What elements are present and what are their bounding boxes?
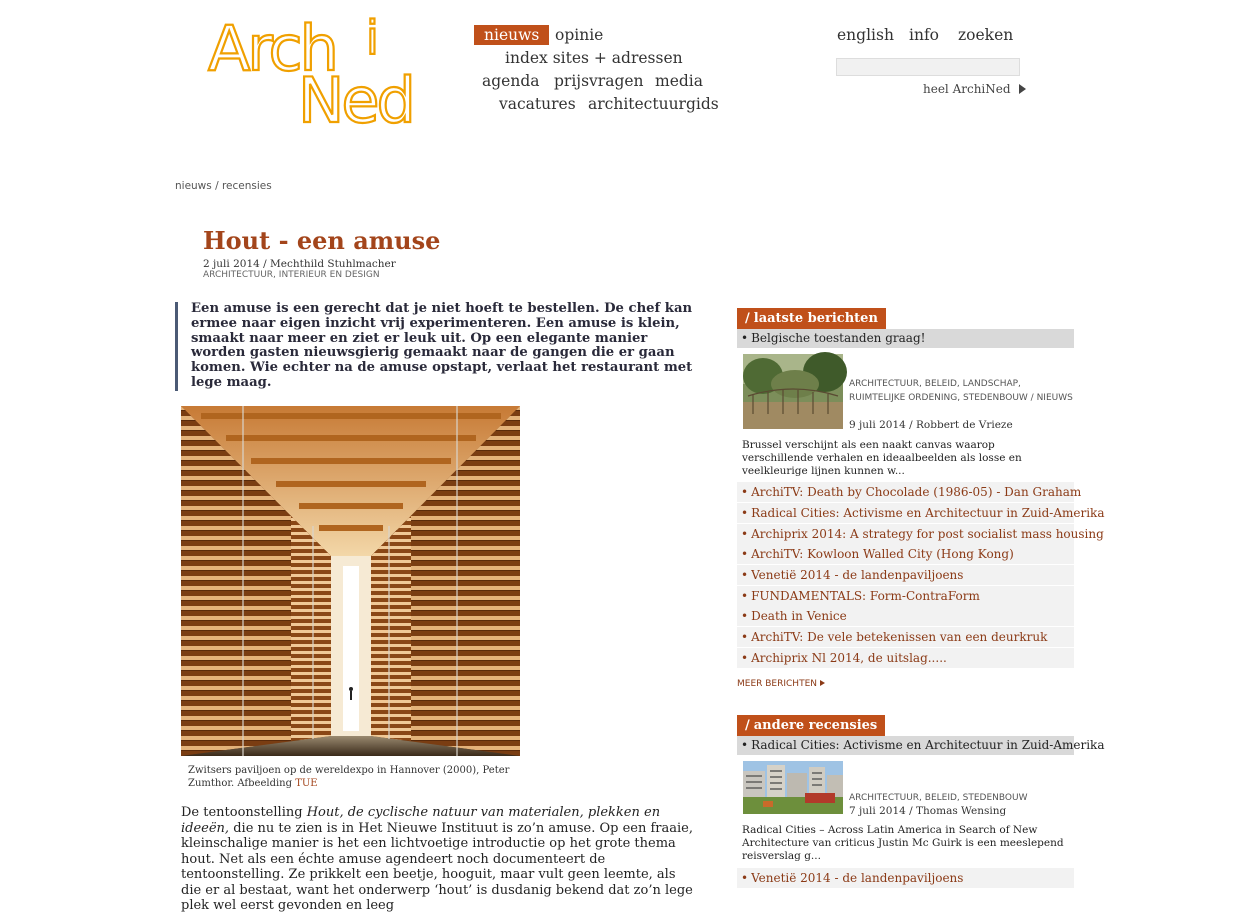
caption-text: Zwitsers paviljoen op de wereldexpo in Hannover (2000), Peter Zumthor. Afbeelding: [188, 765, 510, 789]
nav-item-prijsvragen[interactable]: prijsvragen: [554, 72, 644, 90]
latest-item-label: ArchiTV: Kowloon Walled City (Hong Kong): [751, 547, 1014, 561]
search-scope-label: heel ArchiNed: [923, 82, 1011, 96]
latest-item-label: Radical Cities: Activisme en Architectuur in Zuid-Amerika: [751, 506, 1105, 520]
breadcrumb: nieuws / recensies: [175, 180, 272, 192]
archined-logo-icon: [206, 8, 436, 137]
image-caption: [188, 764, 518, 790]
svg-text:Arch: Arch: [208, 12, 336, 85]
latest-item-label: Archiprix Nl 2014, de uitslag.....: [751, 651, 947, 665]
article-image: [181, 406, 520, 756]
reviews-featured-categories[interactable]: ARCHITECTUUR, BELEID, STEDENBOUW: [849, 793, 1028, 803]
latest-news-header-label: laatste berichten: [753, 311, 878, 326]
bullet-icon: •: [741, 609, 749, 623]
nav-item-media[interactable]: media: [655, 72, 703, 90]
bullet-icon: •: [741, 568, 749, 582]
nav-item-architectuurgids[interactable]: architectuurgids: [588, 95, 719, 113]
other-reviews-header-label: andere recensies: [753, 718, 878, 733]
nav-item-vacatures[interactable]: vacatures: [499, 95, 576, 113]
latest-featured-meta: 9 juli 2014 / Robbert de Vrieze: [849, 419, 1013, 431]
latest-item[interactable]: [737, 503, 1105, 523]
caption-credit-link[interactable]: TUE: [295, 778, 318, 789]
latest-featured-title[interactable]: [737, 329, 1074, 348]
latest-featured-categories[interactable]: ARCHITECTUUR, BELEID, LANDSCHAP, RUIMTELIJKE ORDENING, STEDENBOUW / NIEUWS: [849, 379, 1073, 403]
bullet-icon: •: [741, 485, 749, 499]
body-intro: De tentoonstelling: [181, 805, 303, 820]
more-news-label: MEER BERICHTEN: [737, 679, 817, 689]
search-input[interactable]: [836, 58, 1020, 76]
reviews-featured-excerpt: Radical Cities – Across Latin America in Search of New Architecture van criticus Justin Mc Guirk is een meeslepend reisverslag g...: [742, 824, 1064, 862]
nav-item-nieuws[interactable]: nieuws: [474, 25, 549, 45]
latest-item[interactable]: [737, 627, 1074, 647]
svg-text:i: i: [366, 11, 379, 65]
english-link[interactable]: english: [837, 26, 894, 44]
reviews-featured-thumbnail[interactable]: [743, 761, 843, 814]
triangle-right-icon: [1019, 84, 1026, 94]
reviews-featured-meta: 7 juli 2014 / Thomas Wensing: [849, 805, 1007, 817]
bullet-icon: •: [741, 630, 749, 644]
nav-item-index[interactable]: index sites + adressen: [505, 49, 683, 67]
latest-featured-thumbnail[interactable]: [743, 354, 843, 429]
svg-text:Ned: Ned: [298, 64, 413, 137]
body-rest: die nu te zien is in Het Nieuwe Instituut is zo’n amuse. Op een fraaie, kleinschalige manier is het een lichtvoetige introductie op het grote thema hout. Net als een échte amuse agendeert noch documenteert de tentoonstelling. Ze prikkelt een beetje, hooguit, maar vult geen leemte, als die er al bestaat, want het onderwerp ‘hout’ is dusdanig bekend dat zo’n lege plek wel eerst gevonden en leeg: [181, 820, 693, 913]
latest-featured-excerpt: Brussel verschijnt als een naakt canvas waarop verschillende verhalen en ideaalbeelden als losse en veelkleurige lijnen kunnen w...: [742, 439, 1022, 477]
search-link[interactable]: zoeken: [958, 26, 1014, 44]
bullet-icon: •: [741, 527, 749, 541]
bullet-icon: •: [741, 871, 749, 885]
latest-item[interactable]: [737, 606, 1074, 626]
latest-featured-title-text: Belgische toestanden graag!: [751, 331, 926, 345]
latest-item-label: Archiprix 2014: A strategy for post socialist mass housing: [751, 527, 1104, 541]
latest-item-label: ArchiTV: De vele betekenissen van een deurkruk: [751, 630, 1048, 644]
slash-icon: /: [745, 311, 750, 326]
other-reviews-header: [737, 715, 885, 736]
city-photo-icon: [743, 761, 843, 814]
latest-item-label: FUNDAMENTALS: Form-ContraForm: [751, 589, 980, 603]
article-meta: 2 juli 2014 / Mechthild Stuhlmacher: [203, 258, 396, 270]
bullet-icon: •: [741, 331, 749, 345]
latest-item[interactable]: [737, 648, 1074, 668]
bullet-icon: •: [741, 738, 749, 752]
latest-item[interactable]: [737, 544, 1074, 564]
latest-item[interactable]: [737, 565, 1074, 585]
article-categories[interactable]: ARCHITECTUUR, INTERIEUR EN DESIGN: [203, 270, 380, 280]
latest-item[interactable]: [737, 482, 1082, 502]
latest-item[interactable]: [737, 524, 1104, 544]
bullet-icon: •: [741, 651, 749, 665]
reviews-item[interactable]: [737, 868, 1074, 888]
latest-item-label: Venetië 2014 - de landenpaviljoens: [751, 568, 964, 582]
body-exhibition-title: Hout, de cyclische natuur van materialen, plekken en ideeën,: [181, 805, 661, 836]
bullet-icon: •: [741, 506, 749, 520]
reviews-featured-title[interactable]: [737, 736, 1105, 755]
triangle-right-icon: [820, 680, 825, 686]
article-body: [181, 805, 696, 914]
latest-item-label: ArchiTV: Death by Chocolade (1986-05) - Dan Graham: [751, 485, 1082, 499]
search-scope-selector[interactable]: [923, 82, 1026, 96]
bullet-icon: •: [741, 589, 749, 603]
article-lead: Een amuse is een gerecht dat je niet hoeft te bestellen. De chef kan ermee naar eigen inzicht vrij experimenteren. Een amuse is klein, smaakt naar meer en ziet er leuk uit. Op een elegante manier worden gasten nieuwsgierig gemaakt naar de gangen die er gaan komen. Wie echter na de amuse opstapt, verlaat het restaurant met lege maag.: [175, 302, 695, 391]
nav-item-agenda[interactable]: agenda: [482, 72, 540, 90]
archined-logo[interactable]: [206, 8, 436, 137]
latest-item[interactable]: [737, 586, 1074, 606]
reviews-item-label: Venetië 2014 - de landenpaviljoens: [751, 871, 964, 885]
latest-news-header: [737, 308, 886, 329]
bullet-icon: •: [741, 547, 749, 561]
nav-item-opinie[interactable]: opinie: [555, 26, 604, 44]
latest-item-label: Death in Venice: [751, 609, 847, 623]
pavilion-photo-icon: [181, 406, 520, 756]
slash-icon: /: [745, 718, 750, 733]
more-news-link[interactable]: [737, 679, 825, 689]
info-link[interactable]: info: [909, 26, 940, 44]
article-title: Hout - een amuse: [203, 226, 441, 255]
landscape-photo-icon: [743, 354, 843, 429]
reviews-featured-title-text: Radical Cities: Activisme en Architectuur in Zuid-Amerika: [751, 738, 1105, 752]
